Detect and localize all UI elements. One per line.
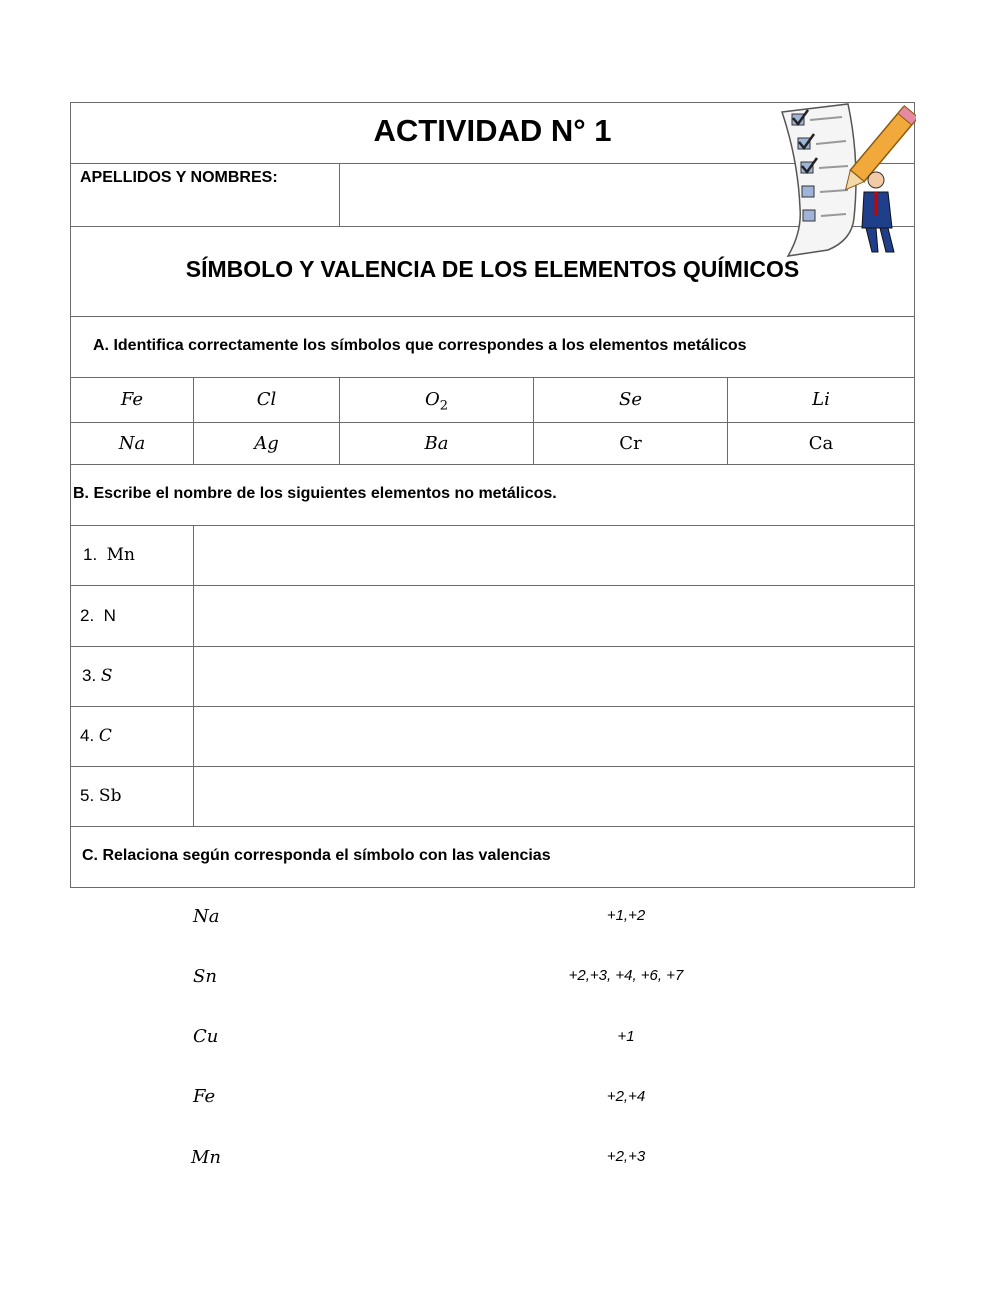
item-b-4-number: 4. xyxy=(80,726,95,745)
item-b-1-symbol: Mn xyxy=(106,545,135,565)
match-valence-5[interactable]: +2,+3 xyxy=(606,1148,646,1165)
match-valence-1[interactable]: +1,+2 xyxy=(606,907,646,924)
cell-a-2-5: Ca xyxy=(808,433,834,454)
rule-table-a-middle xyxy=(70,422,915,423)
answer-field-b-4[interactable] xyxy=(205,716,905,760)
item-b-2-symbol: N xyxy=(103,606,116,625)
rule-b-1 xyxy=(70,585,915,586)
match-valence-2[interactable]: +2,+3, +4, +6, +7 xyxy=(568,967,684,984)
item-b-1 xyxy=(83,545,135,565)
name-divider xyxy=(339,163,340,226)
cell-a-2-3-symbol: Ba xyxy=(424,433,449,454)
instruction-c: C. Relaciona según corresponda el símbolo con las valencias xyxy=(82,847,551,864)
cell-a-1-3 xyxy=(340,389,533,414)
checklist-pencil-icon xyxy=(768,100,916,260)
instruction-b: B. Escribe el nombre de los siguientes elementos no metálicos. xyxy=(73,485,557,502)
cell-a-2-2: Ag xyxy=(254,433,279,454)
page-title: ACTIVIDAD N° 1 xyxy=(373,113,612,148)
section-title: SÍMBOLO Y VALENCIA DE LOS ELEMENTOS QUÍMICOS xyxy=(185,256,800,282)
match-valence-4[interactable]: +2,+4 xyxy=(606,1088,646,1105)
cell-a-2-4: Cr xyxy=(619,433,642,454)
item-b-3 xyxy=(82,666,113,686)
match-valence-3[interactable]: +1 xyxy=(617,1028,635,1045)
cell-a-1-5: Li xyxy=(812,389,830,410)
item-b-4 xyxy=(80,726,112,746)
name-label: APELLIDOS Y NOMBRES: xyxy=(80,169,278,186)
match-symbol-1[interactable]: Na xyxy=(193,906,220,927)
name-field[interactable] xyxy=(350,175,770,215)
item-b-2 xyxy=(80,606,116,626)
item-b-1-number: 1. xyxy=(83,545,98,564)
rule-below-instruction-a xyxy=(70,377,915,378)
instruction-a: A. Identifica correctamente los símbolos que correspondes a los elementos metálicos xyxy=(93,337,747,354)
answer-field-b-3[interactable] xyxy=(205,656,905,700)
item-b-3-number: 3. xyxy=(82,666,97,685)
cell-a-1-3-subscript: 2 xyxy=(439,398,449,414)
match-symbol-3[interactable]: Cu xyxy=(193,1026,219,1047)
rule-b-5 xyxy=(70,826,915,827)
rule-below-instruction-b xyxy=(70,525,915,526)
rule-b-4 xyxy=(70,766,915,767)
cell-a-2-1: Na xyxy=(118,433,146,454)
cell-a-1-4: Se xyxy=(619,389,642,410)
answer-field-b-5[interactable] xyxy=(205,776,905,820)
answer-field-b-1[interactable] xyxy=(205,535,905,579)
rule-b-3 xyxy=(70,706,915,707)
match-symbol-4[interactable]: Fe xyxy=(193,1086,216,1107)
item-b-2-number: 2. xyxy=(80,606,95,625)
item-b-5-symbol: Sb xyxy=(98,786,122,806)
cell-a-1-3-symbol: O xyxy=(424,389,440,410)
item-b-3-symbol: S xyxy=(100,666,113,686)
item-b-5 xyxy=(80,786,121,806)
rule-b-2 xyxy=(70,646,915,647)
cell-a-2-3 xyxy=(340,433,533,454)
answer-field-b-2[interactable] xyxy=(205,595,905,639)
item-b-4-symbol: C xyxy=(98,726,112,746)
checklist-clipart xyxy=(768,100,916,260)
item-b-5-number: 5. xyxy=(80,786,95,805)
table-b-divider xyxy=(193,525,194,826)
cell-a-1-1: Fe xyxy=(120,389,144,410)
rule-below-table-a xyxy=(70,464,915,465)
match-symbol-5[interactable]: Mn xyxy=(191,1147,222,1168)
cell-a-1-2: Cl xyxy=(256,389,277,410)
match-symbol-2[interactable]: Sn xyxy=(193,966,217,987)
rule-below-subtitle xyxy=(70,316,915,317)
